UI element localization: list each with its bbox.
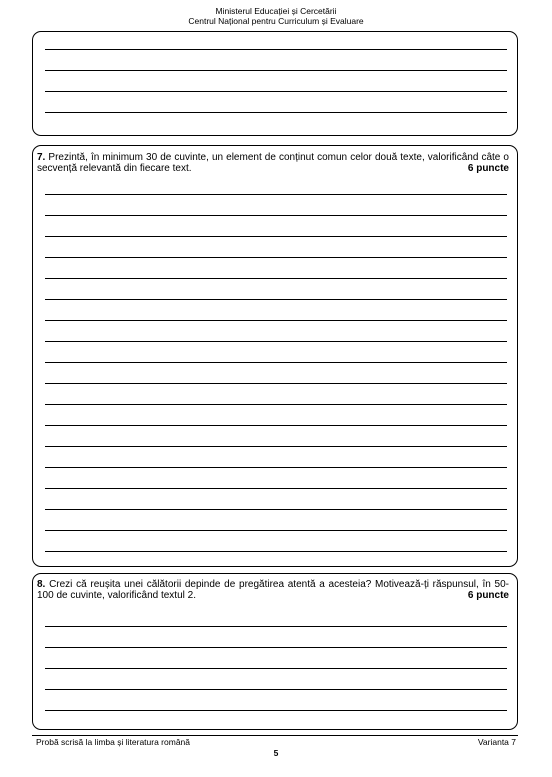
footer-exam-name: Probă scrisă la limba și literatura română	[36, 737, 191, 747]
answer-line[interactable]	[45, 383, 507, 384]
answer-line[interactable]	[45, 236, 507, 237]
answer-line[interactable]	[45, 194, 507, 195]
answer-line[interactable]	[45, 530, 507, 531]
footer-variant: Varianta 7	[477, 737, 516, 747]
answer-line[interactable]	[45, 49, 507, 50]
answer-line[interactable]	[45, 446, 507, 447]
question-7-number: 7.	[37, 152, 46, 163]
answer-line[interactable]	[45, 257, 507, 258]
page-number: 5	[273, 748, 279, 758]
answer-line[interactable]	[45, 215, 507, 216]
answer-line[interactable]	[45, 299, 507, 300]
question-8-points: 6 puncte	[467, 590, 509, 601]
header-ministry: Ministerul Educației și Cercetării	[215, 6, 337, 16]
question-8-prompt: Crezi că reușita unei călătorii depinde de pregătirea atentă a acesteia? Motivează-ți răspunsul, în 50-100 de cuvinte, valorificând textul 2.	[37, 579, 509, 601]
answer-line[interactable]	[45, 278, 507, 279]
question-8-text	[37, 579, 509, 601]
header-center: Centrul Național pentru Curriculum și Evaluare	[188, 16, 364, 26]
answer-line[interactable]	[45, 647, 507, 648]
question-7-box	[32, 145, 518, 567]
answer-line[interactable]	[45, 467, 507, 468]
answer-line[interactable]	[45, 668, 507, 669]
question-7-text	[37, 152, 509, 174]
answer-line[interactable]	[45, 70, 507, 71]
question-7-points: 6 puncte	[467, 163, 509, 174]
answer-line[interactable]	[45, 425, 507, 426]
answer-line[interactable]	[45, 362, 507, 363]
footer-divider	[32, 735, 518, 736]
answer-line[interactable]	[45, 91, 507, 92]
answer-line[interactable]	[45, 509, 507, 510]
answer-line[interactable]	[45, 320, 507, 321]
answer-box-previous	[32, 31, 518, 136]
answer-line[interactable]	[45, 112, 507, 113]
answer-line[interactable]	[45, 689, 507, 690]
answer-line[interactable]	[45, 626, 507, 627]
answer-line[interactable]	[45, 488, 507, 489]
question-8-number: 8.	[37, 579, 46, 590]
question-8-box	[32, 573, 518, 730]
answer-line[interactable]	[45, 341, 507, 342]
answer-line[interactable]	[45, 551, 507, 552]
question-7-prompt: Prezintă, în minimum 30 de cuvinte, un element de conținut comun celor două texte, valorificând câte o secvență relevantă din fiecare text.	[37, 152, 509, 174]
answer-line[interactable]	[45, 404, 507, 405]
answer-line[interactable]	[45, 710, 507, 711]
